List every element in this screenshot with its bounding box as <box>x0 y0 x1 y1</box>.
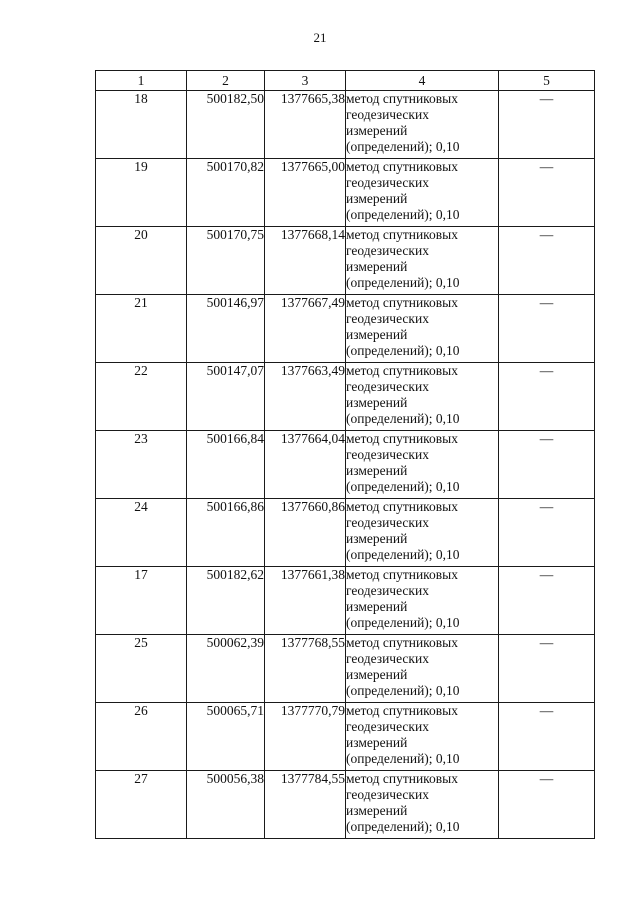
y-coordinate-cell: 1377770,79 <box>265 703 346 771</box>
note-cell: — <box>499 363 595 431</box>
x-coordinate-cell: 500170,75 <box>187 227 265 295</box>
page-number: 21 <box>313 30 327 45</box>
point-number-cell: 26 <box>96 703 187 771</box>
method-line: измерений <box>346 803 408 818</box>
method-line: метод спутниковых <box>346 771 458 786</box>
point-number-cell: 21 <box>96 295 187 363</box>
method-line: измерений <box>346 327 408 342</box>
coordinates-table <box>95 70 595 839</box>
method-line: (определений); 0,10 <box>346 343 460 358</box>
method-line: измерений <box>346 123 408 138</box>
table-row <box>96 499 595 567</box>
method-cell <box>346 499 499 567</box>
method-line: метод спутниковых <box>346 363 458 378</box>
method-line: измерений <box>346 667 408 682</box>
x-coordinate-cell: 500166,84 <box>187 431 265 499</box>
method-line: метод спутниковых <box>346 91 458 106</box>
method-line: (определений); 0,10 <box>346 819 460 834</box>
method-line: геодезических <box>346 651 429 666</box>
table-row <box>96 771 595 839</box>
y-coordinate-cell: 1377663,49 <box>265 363 346 431</box>
table-header-row <box>96 71 595 91</box>
note-cell: — <box>499 431 595 499</box>
method-line: метод спутниковых <box>346 499 458 514</box>
method-line: (определений); 0,10 <box>346 683 460 698</box>
method-line: измерений <box>346 735 408 750</box>
method-line: (определений); 0,10 <box>346 751 460 766</box>
x-coordinate-cell: 500065,71 <box>187 703 265 771</box>
method-line: (определений); 0,10 <box>346 615 460 630</box>
method-line: измерений <box>346 191 408 206</box>
method-cell <box>346 159 499 227</box>
table-row <box>96 363 595 431</box>
point-number-cell: 22 <box>96 363 187 431</box>
point-number-cell: 19 <box>96 159 187 227</box>
point-number-cell: 24 <box>96 499 187 567</box>
method-line: метод спутниковых <box>346 295 458 310</box>
column-header-point-number: 1 <box>96 71 187 91</box>
method-cell <box>346 703 499 771</box>
method-line: метод спутниковых <box>346 635 458 650</box>
method-line: метод спутниковых <box>346 567 458 582</box>
table-row <box>96 159 595 227</box>
note-cell: — <box>499 227 595 295</box>
method-cell <box>346 363 499 431</box>
table-row <box>96 431 595 499</box>
method-line: измерений <box>346 599 408 614</box>
method-line: (определений); 0,10 <box>346 411 460 426</box>
table-row <box>96 91 595 159</box>
method-cell <box>346 91 499 159</box>
method-line: измерений <box>346 259 408 274</box>
x-coordinate-cell: 500147,07 <box>187 363 265 431</box>
x-coordinate-cell: 500170,82 <box>187 159 265 227</box>
column-header-y: 3 <box>265 71 346 91</box>
method-line: геодезических <box>346 175 429 190</box>
table-body <box>96 91 595 839</box>
method-line: (определений); 0,10 <box>346 547 460 562</box>
note-cell: — <box>499 635 595 703</box>
method-line: (определений); 0,10 <box>346 479 460 494</box>
note-cell: — <box>499 771 595 839</box>
method-line: измерений <box>346 395 408 410</box>
method-line: измерений <box>346 463 408 478</box>
method-line: метод спутниковых <box>346 431 458 446</box>
method-line: геодезических <box>346 583 429 598</box>
column-header-x: 2 <box>187 71 265 91</box>
point-number-cell: 18 <box>96 91 187 159</box>
y-coordinate-cell: 1377660,86 <box>265 499 346 567</box>
table-row <box>96 703 595 771</box>
point-number-cell: 17 <box>96 567 187 635</box>
table-row <box>96 295 595 363</box>
method-line: геодезических <box>346 107 429 122</box>
y-coordinate-cell: 1377768,55 <box>265 635 346 703</box>
point-number-cell: 25 <box>96 635 187 703</box>
method-line: (определений); 0,10 <box>346 207 460 222</box>
x-coordinate-cell: 500182,62 <box>187 567 265 635</box>
x-coordinate-cell: 500182,50 <box>187 91 265 159</box>
note-cell: — <box>499 91 595 159</box>
x-coordinate-cell: 500146,97 <box>187 295 265 363</box>
note-cell: — <box>499 703 595 771</box>
method-line: измерений <box>346 531 408 546</box>
method-cell <box>346 567 499 635</box>
point-number-cell: 27 <box>96 771 187 839</box>
y-coordinate-cell: 1377664,04 <box>265 431 346 499</box>
method-line: геодезических <box>346 787 429 802</box>
note-cell: — <box>499 159 595 227</box>
note-cell: — <box>499 295 595 363</box>
point-number-cell: 23 <box>96 431 187 499</box>
column-header-method: 4 <box>346 71 499 91</box>
y-coordinate-cell: 1377668,14 <box>265 227 346 295</box>
column-header-note: 5 <box>499 71 595 91</box>
method-line: геодезических <box>346 379 429 394</box>
method-cell <box>346 227 499 295</box>
note-cell: — <box>499 567 595 635</box>
method-cell <box>346 635 499 703</box>
method-line: геодезических <box>346 515 429 530</box>
table-row <box>96 227 595 295</box>
x-coordinate-cell: 500056,38 <box>187 771 265 839</box>
y-coordinate-cell: 1377665,00 <box>265 159 346 227</box>
y-coordinate-cell: 1377665,38 <box>265 91 346 159</box>
method-line: метод спутниковых <box>346 703 458 718</box>
method-line: метод спутниковых <box>346 159 458 174</box>
method-line: геодезических <box>346 719 429 734</box>
method-line: геодезических <box>346 447 429 462</box>
method-cell <box>346 771 499 839</box>
note-cell: — <box>499 499 595 567</box>
method-cell <box>346 431 499 499</box>
table-row <box>96 635 595 703</box>
method-line: метод спутниковых <box>346 227 458 242</box>
y-coordinate-cell: 1377667,49 <box>265 295 346 363</box>
method-line: геодезических <box>346 243 429 258</box>
x-coordinate-cell: 500062,39 <box>187 635 265 703</box>
method-line: (определений); 0,10 <box>346 139 460 154</box>
method-line: геодезических <box>346 311 429 326</box>
y-coordinate-cell: 1377661,38 <box>265 567 346 635</box>
method-cell <box>346 295 499 363</box>
table-row <box>96 567 595 635</box>
method-line: (определений); 0,10 <box>346 275 460 290</box>
x-coordinate-cell: 500166,86 <box>187 499 265 567</box>
point-number-cell: 20 <box>96 227 187 295</box>
y-coordinate-cell: 1377784,55 <box>265 771 346 839</box>
